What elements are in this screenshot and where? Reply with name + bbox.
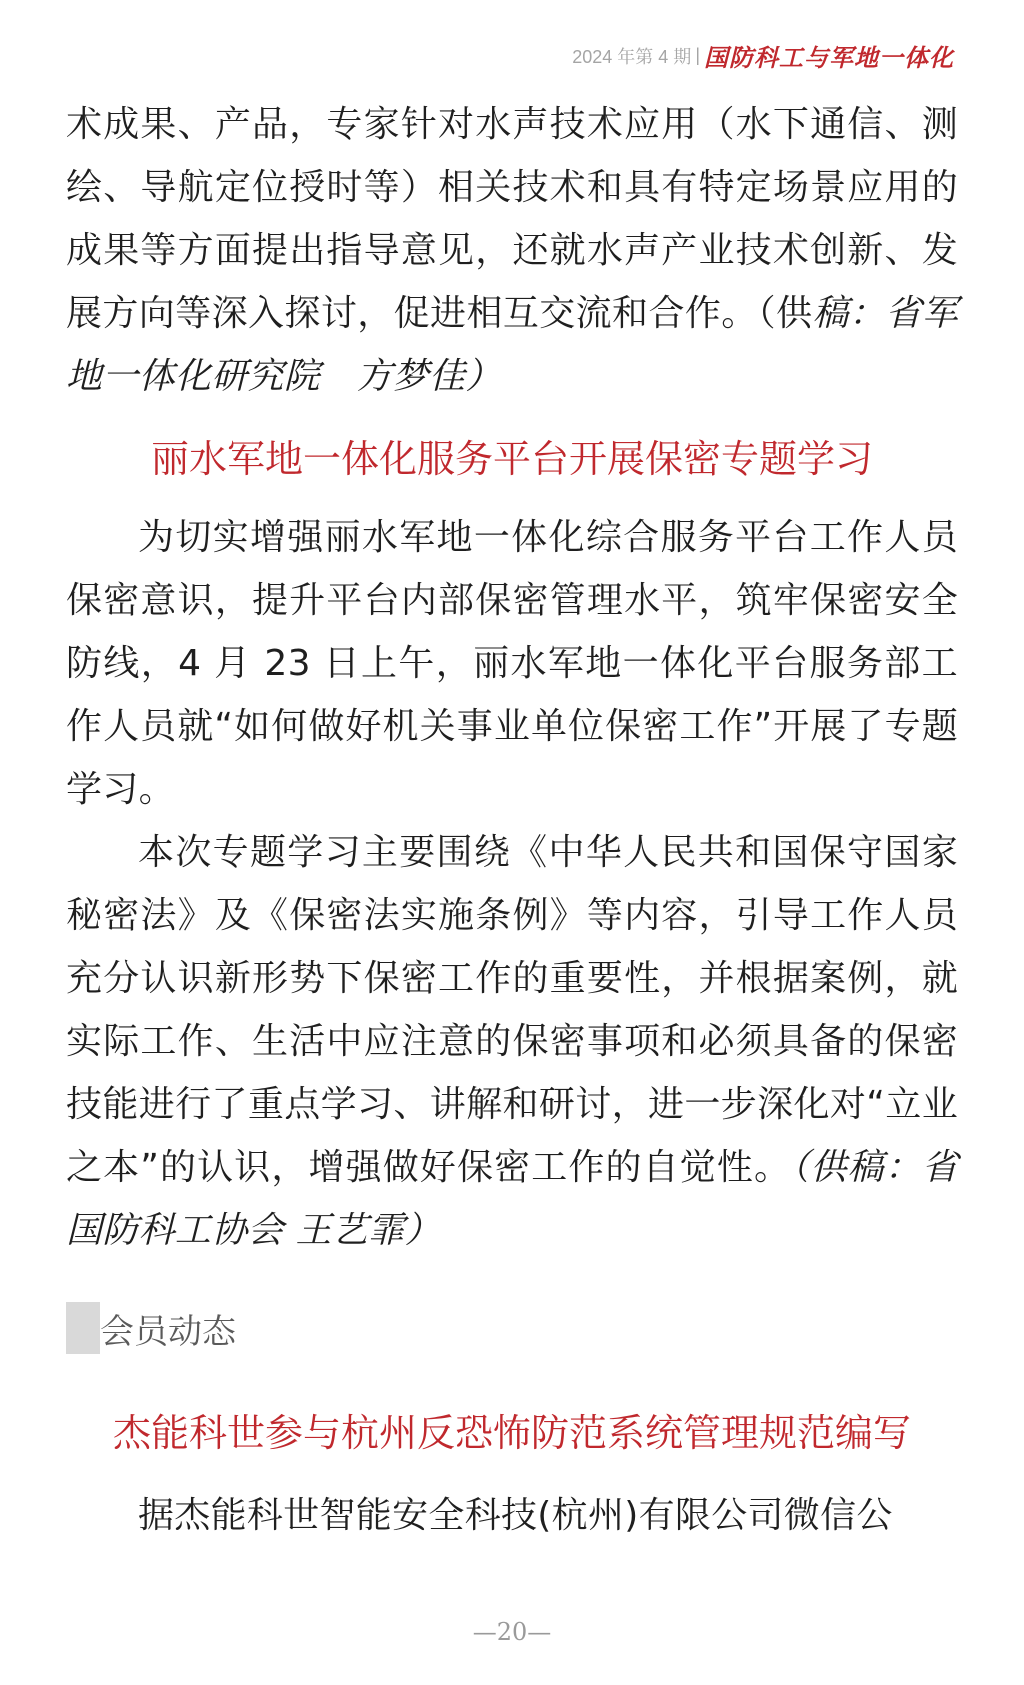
page-number: —20— [472,1618,552,1646]
article1-continuation [66,93,958,408]
page-header [572,38,954,73]
section-marker [66,1302,100,1354]
issue-label: 2024 年第 4 期 [572,46,692,67]
article3-paragraph-1: 据杰能科世智能安全科技(杭州)有限公司微信公 [138,1495,893,1536]
article1-credit: 稿：省军地一体化研究院 方梦佳） [66,293,958,397]
article2-paragraph-2-end: 性。 [716,1147,792,1188]
page-content [66,96,958,1547]
publication-brand: 国防科工与军地一体化 [704,43,954,72]
article2-credit: （供稿：省国防科工协会 王艺霏） [66,1147,958,1251]
header-separator: | [695,45,700,65]
article3-title: 杰能科世参与杭州反恐怖防范系统管理规范编写 [112,1411,911,1455]
article2-paragraph-2-body: 本次专题学习主要围绕《中华人民共和国保守国家秘密法》及《保密法实施条例》等内容，引导工作人员充分认识新形势下保密工作的重要性，并根据案例，就实际工作、生活中应注意的保密事项和必须具备的保密技能进行了重点学习、讲解和研讨，进一步深化对“立业之本”的认识，增强做好保密工作的自觉 [66,832,958,1188]
section-heading-label: 会员动态 [100,1311,236,1352]
section-heading [66,1302,958,1354]
article2-title: 丽水军地一体化服务平台开展保密专题学习 [150,437,873,481]
article2-paragraph-2 [66,821,958,1262]
article1-body: 术成果、产品，专家针对水声技术应用（水下通信、测绘、导航定位授时等）相关技术和具有特定场景应用的成果等方面提出指导意见，还就水声产业技术创新、发展方向等深入探讨，促进相互交流和合作。（供 [66,104,958,334]
article2-paragraph-1: 为切实增强丽水军地一体化综合服务平台工作人员保密意识，提升平台内部保密管理水平，筑牢保密安全防线，4 月 23 日上午，丽水军地一体化平台服务部工作人员就“如何做好机关事业单位保密工作”开展了专题学习。 [66,517,958,810]
